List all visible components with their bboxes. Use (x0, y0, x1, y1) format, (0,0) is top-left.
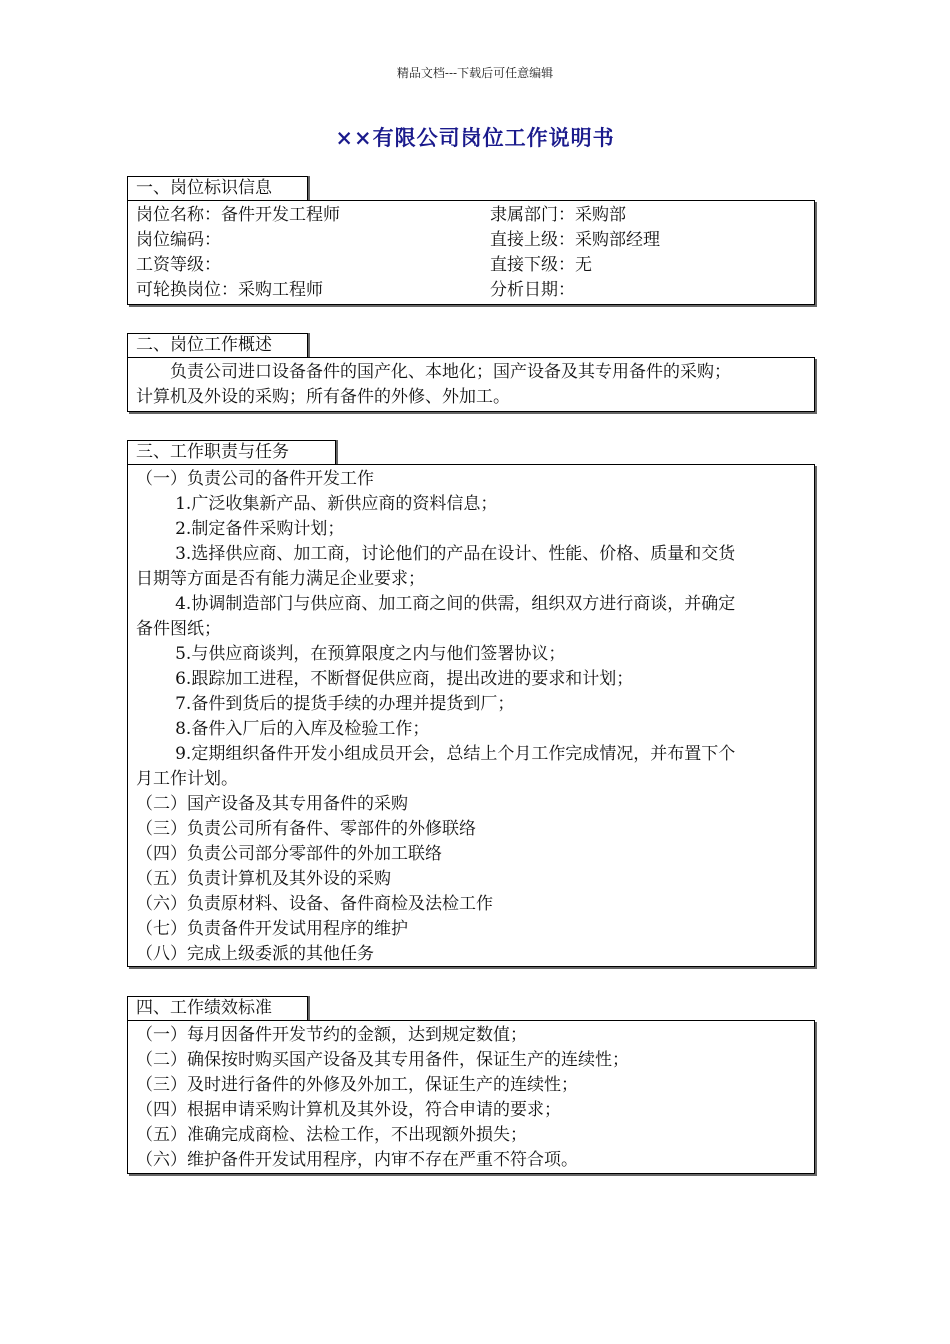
section-1-label: 一、岗位标识信息 (127, 176, 308, 200)
section-3-box (127, 464, 815, 967)
duty-group-title: （六）负责原材料、设备、备件商检及法检工作 (136, 894, 493, 914)
duty-item: 3.选择供应商、加工商，讨论他们的产品在设计、性能、价格、质量和交货 (175, 544, 736, 564)
duty-group-title: （五）负责计算机及其外设的采购 (136, 869, 391, 889)
section-4-label: 四、工作绩效标准 (127, 996, 308, 1020)
performance-standard: （六）维护备件开发试用程序，内审不存在严重不符合项。 (136, 1150, 578, 1170)
section-1-box (127, 200, 815, 305)
performance-standard: （二）确保按时购买国产设备及其专用备件，保证生产的连续性； (136, 1050, 629, 1070)
duty-group-1-title: （一）负责公司的备件开发工作 (136, 469, 374, 489)
document-title: ××有限公司岗位工作说明书 (335, 125, 615, 150)
overview-line-2: 计算机及外设的采购；所有备件的外修、外加工。 (136, 387, 510, 407)
duty-item-continued: 日期等方面是否有能力满足企业要求； (136, 569, 425, 589)
performance-standard: （三）及时进行备件的外修及外加工，保证生产的连续性； (136, 1075, 578, 1095)
duty-item: 1.广泛收集新产品、新供应商的资料信息； (175, 494, 498, 514)
salary-grade: 工资等级： (136, 255, 221, 275)
position-name: 岗位名称：备件开发工程师 (136, 205, 340, 225)
duty-group-title: （二）国产设备及其专用备件的采购 (136, 794, 408, 814)
duty-item: 8.备件入厂后的入库及检验工作； (175, 719, 430, 739)
department: 隶属部门：采购部 (490, 205, 626, 225)
analysis-date: 分析日期： (490, 280, 575, 300)
duty-group-title: （四）负责公司部分零部件的外加工联络 (136, 844, 442, 864)
position-code: 岗位编码： (136, 230, 221, 250)
duty-item-continued: 月工作计划。 (136, 769, 238, 789)
overview-line-1: 负责公司进口设备备件的国产化、本地化；国产设备及其专用备件的采购； (170, 362, 731, 382)
section-3-label: 三、工作职责与任务 (127, 440, 336, 464)
page-header: 精品文档---下载后可任意编辑 (396, 66, 554, 80)
duty-item: 6.跟踪加工进程，不断督促供应商，提出改进的要求和计划； (175, 669, 634, 689)
performance-standard: （五）准确完成商检、法检工作，不出现额外损失； (136, 1125, 527, 1145)
position-info-grid (136, 203, 806, 303)
direct-superior: 直接上级：采购部经理 (490, 230, 660, 250)
rotatable-position: 可轮换岗位：采购工程师 (136, 280, 323, 300)
duty-group-title: （八）完成上级委派的其他任务 (136, 944, 374, 964)
duty-item: 7.备件到货后的提货手续的办理并提货到厂； (175, 694, 515, 714)
performance-standard: （一）每月因备件开发节约的金额，达到规定数值； (136, 1025, 527, 1045)
duty-group-title: （三）负责公司所有备件、零部件的外修联络 (136, 819, 476, 839)
performance-standard: （四）根据申请采购计算机及其外设，符合申请的要求； (136, 1100, 561, 1120)
duty-item: 9.定期组织备件开发小组成员开会，总结上个月工作完成情况，并布置下个 (175, 744, 736, 764)
duty-item: 2.制定备件采购计划； (175, 519, 345, 539)
direct-subordinate: 直接下级：无 (490, 255, 592, 275)
section-4-box (127, 1020, 815, 1174)
duty-item: 4.协调制造部门与供应商、加工商之间的供需，组织双方进行商谈，并确定 (175, 594, 736, 614)
duty-group-title: （七）负责备件开发试用程序的维护 (136, 919, 408, 939)
section-2-box (127, 357, 815, 412)
section-2-label: 二、岗位工作概述 (127, 333, 308, 357)
duty-item: 5.与供应商谈判，在预算限度之内与他们签署协议； (175, 644, 566, 664)
duty-item-continued: 备件图纸； (136, 619, 221, 639)
